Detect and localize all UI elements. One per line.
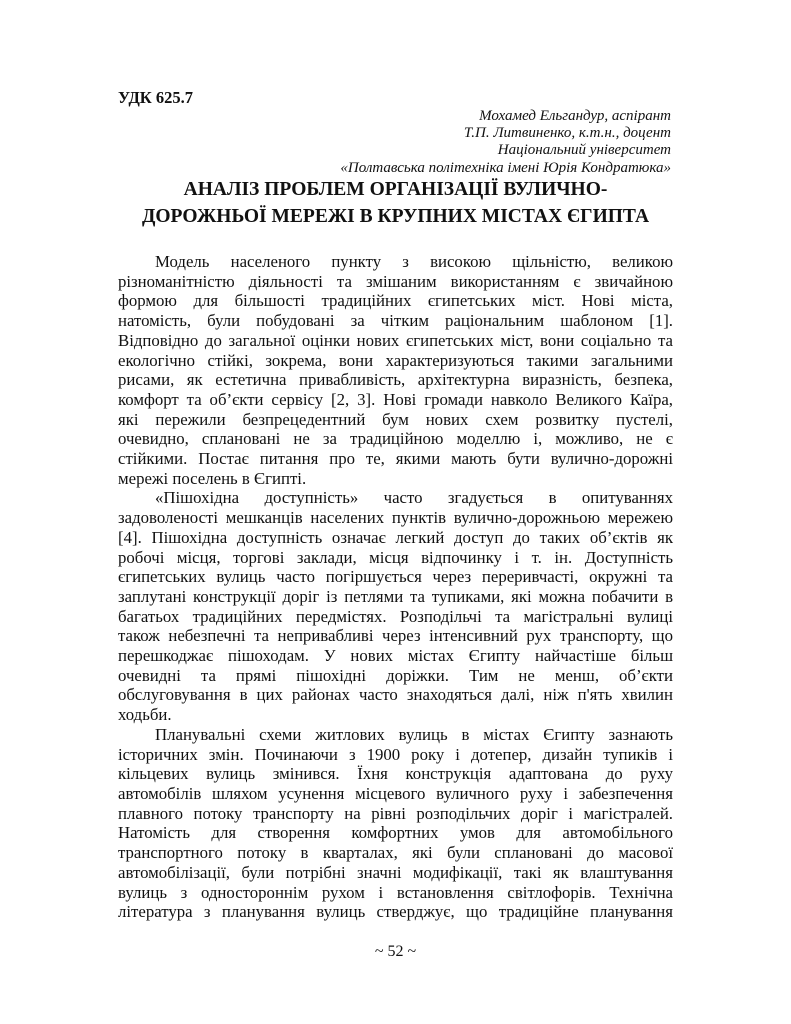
text-line: екологічно стійкі, зокрема, вони характеризуються такими загальними: [118, 350, 673, 370]
text-line: багатьох традиційних передмістях. Розподільчі та магістральні вулиці: [118, 606, 673, 626]
text-line: очевидно, сплановані не за традиційною моделлю і, можливо, не є: [118, 429, 673, 449]
text-line: Планувальні схеми житлових вулиць в містах Єгипту зазнають: [155, 724, 673, 744]
affiliation-line-1: Національний університет: [497, 142, 671, 159]
author-2: Т.П. Литвиненко, к.т.н., доцент: [463, 125, 671, 142]
text-line: також небезпечні та непривабливі через інтенсивний рух транспорту, що: [118, 626, 673, 646]
text-line: які пережили безпрецедентний бум нових схем розвитку пустелі,: [118, 409, 673, 429]
udc-code: УДК 625.7: [118, 88, 194, 107]
text-line: Модель населеного пункту з високою щільністю, великою: [155, 252, 673, 271]
text-line: Натомість для створення комфортних умов для автомобільного: [118, 823, 673, 843]
text-line: задоволеності мешканців населених пунктів вулично-дорожньою мережею: [118, 508, 673, 528]
affiliation-line-2: «Полтавська політехніка імені Юрія Кондратюка»: [340, 159, 671, 176]
text-line: Відповідно до загальної оцінки нових єгипетських міст, вони соціально та: [118, 330, 673, 350]
text-line: «Пішохідна доступність» часто згадується в опитуваннях: [155, 488, 673, 508]
paragraph: [118, 252, 673, 488]
title-line-2: ДОРОЖНЬОЇ МЕРЕЖІ В КРУПНИХ МІСТАХ ЄГИПТА: [141, 206, 650, 227]
text-line: мережі поселень в Єгипті.: [118, 468, 307, 488]
text-line: транспортного потоку в кварталах, які були сплановані до масової: [118, 843, 673, 863]
text-line: різноманітністю діяльності та змішаним використанням є звичайною: [118, 271, 673, 291]
page-number: ~ 52 ~: [374, 943, 417, 960]
paragraph: [118, 725, 673, 922]
text-line: робочі місця, торгові заклади, місця відпочинку і т. ін. Доступність: [118, 547, 673, 567]
text-line: ходьби.: [118, 705, 172, 725]
paragraph: [118, 488, 673, 724]
text-line: єгипетських вулиць часто погіршується через переривчасті, окружні та: [118, 567, 673, 587]
text-line: автомобілізації, були потрібні значні модифікації, такі як влаштування: [118, 862, 673, 882]
text-line: обслуговування в цих районах часто знаходяться далі, ніж п'ять хвилин: [118, 685, 673, 705]
text-line: стійкими. Постає питання про те, якими мають бути вулично-дорожні: [118, 449, 673, 469]
text-line: перешкоджає пішоходам. У нових містах Єгипту найчастіше більш: [118, 646, 673, 666]
text-line: література з планування вулиць стверджує, що традиційне планування: [118, 902, 673, 922]
article-title: [100, 176, 691, 230]
text-line: автомобілів шляхом усунення місцевого вуличного руху і забезпечення: [118, 783, 673, 803]
text-line: історичних змін. Починаючи з 1900 року і дотепер, дизайн тупиків і: [118, 744, 673, 764]
text-line: заплутані конструкції доріг із петлями та тупиками, які можна побачити в: [118, 586, 673, 606]
text-line: формою для більшості традиційних єгипетських міст. Нові міста,: [118, 291, 673, 311]
text-line: рисами, як естетична привабливість, архітектурна виразність, безпека,: [118, 370, 673, 390]
title-line-1: АНАЛІЗ ПРОБЛЕМ ОРГАНІЗАЦІЇ ВУЛИЧНО-: [183, 179, 608, 200]
text-line: вулиць з одностороннім рухом і встановлення світлофорів. Технічна: [118, 882, 673, 902]
text-line: [4]. Пішохідна доступність означає легкий доступ до таких об’єктів як: [118, 527, 673, 547]
article-body: [118, 252, 673, 922]
author-1: Мохамед Ельгандур, аспірант: [479, 108, 671, 124]
text-line: кільцевих вулиць змінився. Їхня конструкція адаптована до руху: [118, 764, 673, 784]
text-line: плавного потоку транспорту на рівні розподільчих доріг і магістралей.: [118, 803, 673, 823]
text-line: натомість, були побудовані за чітким раціональним шаблоном [1].: [118, 311, 673, 331]
author-block: [340, 108, 671, 177]
text-line: очевидні та прямі пішохідні доріжки. Тим не менш, об’єкти: [118, 665, 673, 685]
text-line: комфорт та об’єкти сервісу [2, 3]. Нові громади навколо Великого Каїра,: [118, 389, 673, 409]
